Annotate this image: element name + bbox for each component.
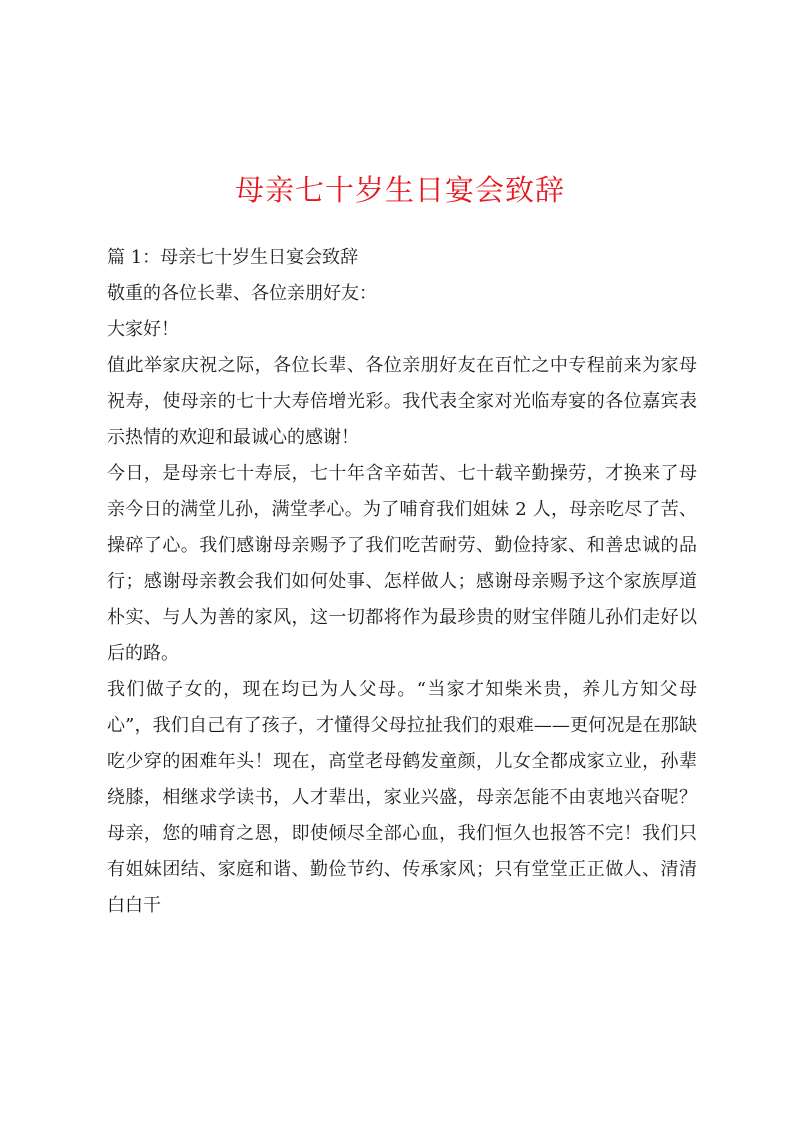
salutation: 敬重的各位长辈、各位亲朋好友： xyxy=(107,283,377,304)
greeting: 大家好！ xyxy=(107,319,179,340)
document-title: 母亲七十岁生日宴会致辞 xyxy=(234,173,565,207)
body-paragraph: 今日，是母亲七十寿辰，七十年含辛茹苦、七十载辛勤操劳，才换来了母亲今日的满堂儿孙，满堂孝心。为了哺育我们姐妹 2 人，母亲吃尽了苦、操碎了心。我们感谢母亲赐予了我们吃苦耐劳、勤俭持家、和善忠诚的品行；感谢母亲教会我们如何处事、怎样做人；感谢母亲赐予这个家族厚道朴实、与人为善的家风，这一切都将作为最珍贵的财宝伴随儿孙们走好以后的路。 xyxy=(107,463,697,664)
document-body xyxy=(107,240,697,924)
body-paragraph: 值此举家庆祝之际，各位长辈、各位亲朋好友在百忙之中专程前来为家母祝寿，使母亲的七十大寿倍增光彩。我代表全家对光临寿宴的各位嘉宾表示热情的欢迎和最诚心的感谢！ xyxy=(107,355,697,448)
section-heading: 篇 1：母亲七十岁生日宴会致辞 xyxy=(107,247,359,268)
body-paragraph: 我们做子女的，现在均已为人父母。“当家才知柴米贵，养儿方知父母心”，我们自己有了孩子，才懂得父母拉扯我们的艰难——更何况是在那缺吃少穿的困难年头！现在，高堂老母鹤发童颜，儿女全都成家立业，孙辈绕膝，相继求学读书，人才辈出，家业兴盛，母亲怎能不由衷地兴奋呢？母亲，您的哺育之恩，即使倾尽全部心血，我们恒久也报答不完！我们只有姐妹团结、家庭和谐、勤俭节约、传承家风；只有堂堂正正做人、清清白白干 xyxy=(107,679,697,916)
